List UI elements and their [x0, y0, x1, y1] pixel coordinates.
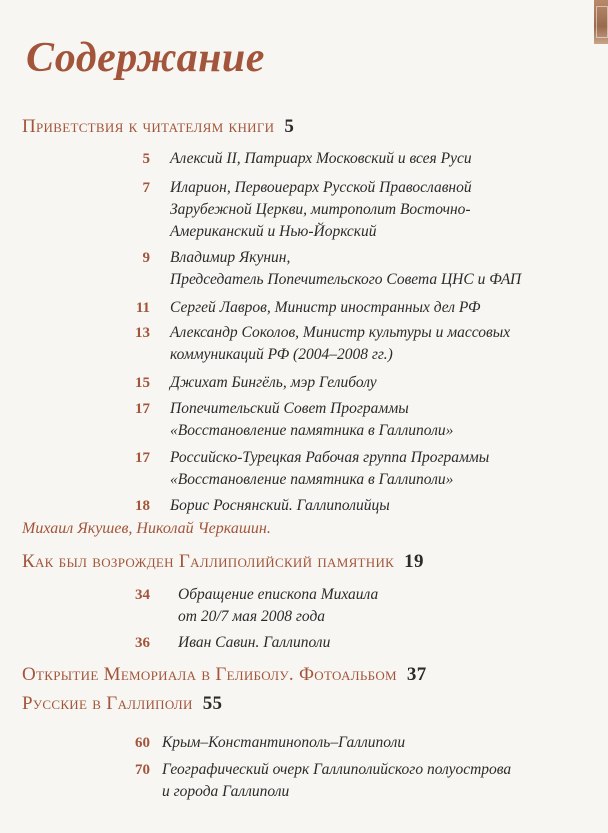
section-heading-memorial[interactable] — [22, 664, 427, 686]
corner-ornament — [594, 0, 608, 44]
entry-page-number: 5 — [142, 151, 150, 167]
entry-text: Владимир Якунин, Председатель Попечительского Совета ЦНС и ФАП — [170, 249, 522, 288]
section-heading-text: Русские в Галлиполи — [22, 693, 193, 714]
section-heading-greetings[interactable] — [22, 116, 294, 138]
entry-text: Джихат Бингёль, мэр Гелиболу — [170, 374, 377, 391]
entry-page-number: 9 — [142, 250, 150, 266]
entry-page-number: 15 — [135, 375, 150, 391]
entry-page-number: 34 — [135, 587, 150, 603]
page-title: Содержание — [26, 35, 265, 81]
entry-page-number: 36 — [135, 635, 150, 651]
entry-text: Иларион, Первоиерарх Русской Православной Зарубежной Церкви, митрополит Восточно- Американский и Нью-Йоркский — [170, 179, 472, 240]
entry-text: Обращение епископа Михаила от 20/7 мая 2008 года — [178, 586, 379, 625]
section-heading-monument[interactable] — [22, 551, 424, 573]
entry-text: Географический очерк Галлиполийского полуострова и города Галлиполи — [162, 761, 512, 800]
entry-page-number: 11 — [135, 300, 150, 316]
section-page-number: 37 — [406, 664, 427, 685]
entry-page-number: 7 — [142, 180, 150, 196]
section-authors: Михаил Якушев, Николай Черкашин. — [22, 520, 271, 537]
entry-page-number: 17 — [135, 401, 150, 417]
entry-page-number: 18 — [135, 498, 150, 514]
entry-page-number: 60 — [135, 735, 150, 751]
entry-text: Алексий II, Патриарх Московский и всея Руси — [170, 150, 472, 167]
entry-text: Иван Савин. Галлиполи — [178, 634, 331, 651]
section-heading-russians[interactable] — [22, 693, 222, 715]
section-page-number: 19 — [404, 551, 424, 572]
entry-page-number: 17 — [135, 450, 150, 466]
entry-page-number: 13 — [135, 325, 150, 341]
entry-text: Российско-Турецкая Рабочая группа Программы «Восстановление памятника в Галлиполи» — [170, 449, 490, 488]
entry-text: Попечительский Совет Программы «Восстановление памятника в Галлиполи» — [170, 400, 454, 439]
section-heading-text: Как был возрожден Галлиполийский памятник — [22, 551, 395, 572]
entry-text: Крым–Константинополь–Галлиполи — [162, 734, 406, 751]
section-heading-text: Приветствия к читателям книги — [22, 116, 275, 137]
entry-page-number: 70 — [135, 762, 150, 778]
section-page-number: 5 — [284, 116, 295, 137]
section-heading-text: Открытие Мемориала в Гелиболу. Фотоальбом — [22, 664, 397, 685]
entry-text: Сергей Лавров, Министр иностранных дел РФ — [170, 299, 481, 316]
section-page-number: 55 — [202, 693, 223, 714]
entry-text: Борис Роснянский. Галлиполийцы — [170, 497, 390, 514]
entry-text: Александр Соколов, Министр культуры и массовых коммуникаций РФ (2004–2008 гг.) — [170, 324, 511, 363]
